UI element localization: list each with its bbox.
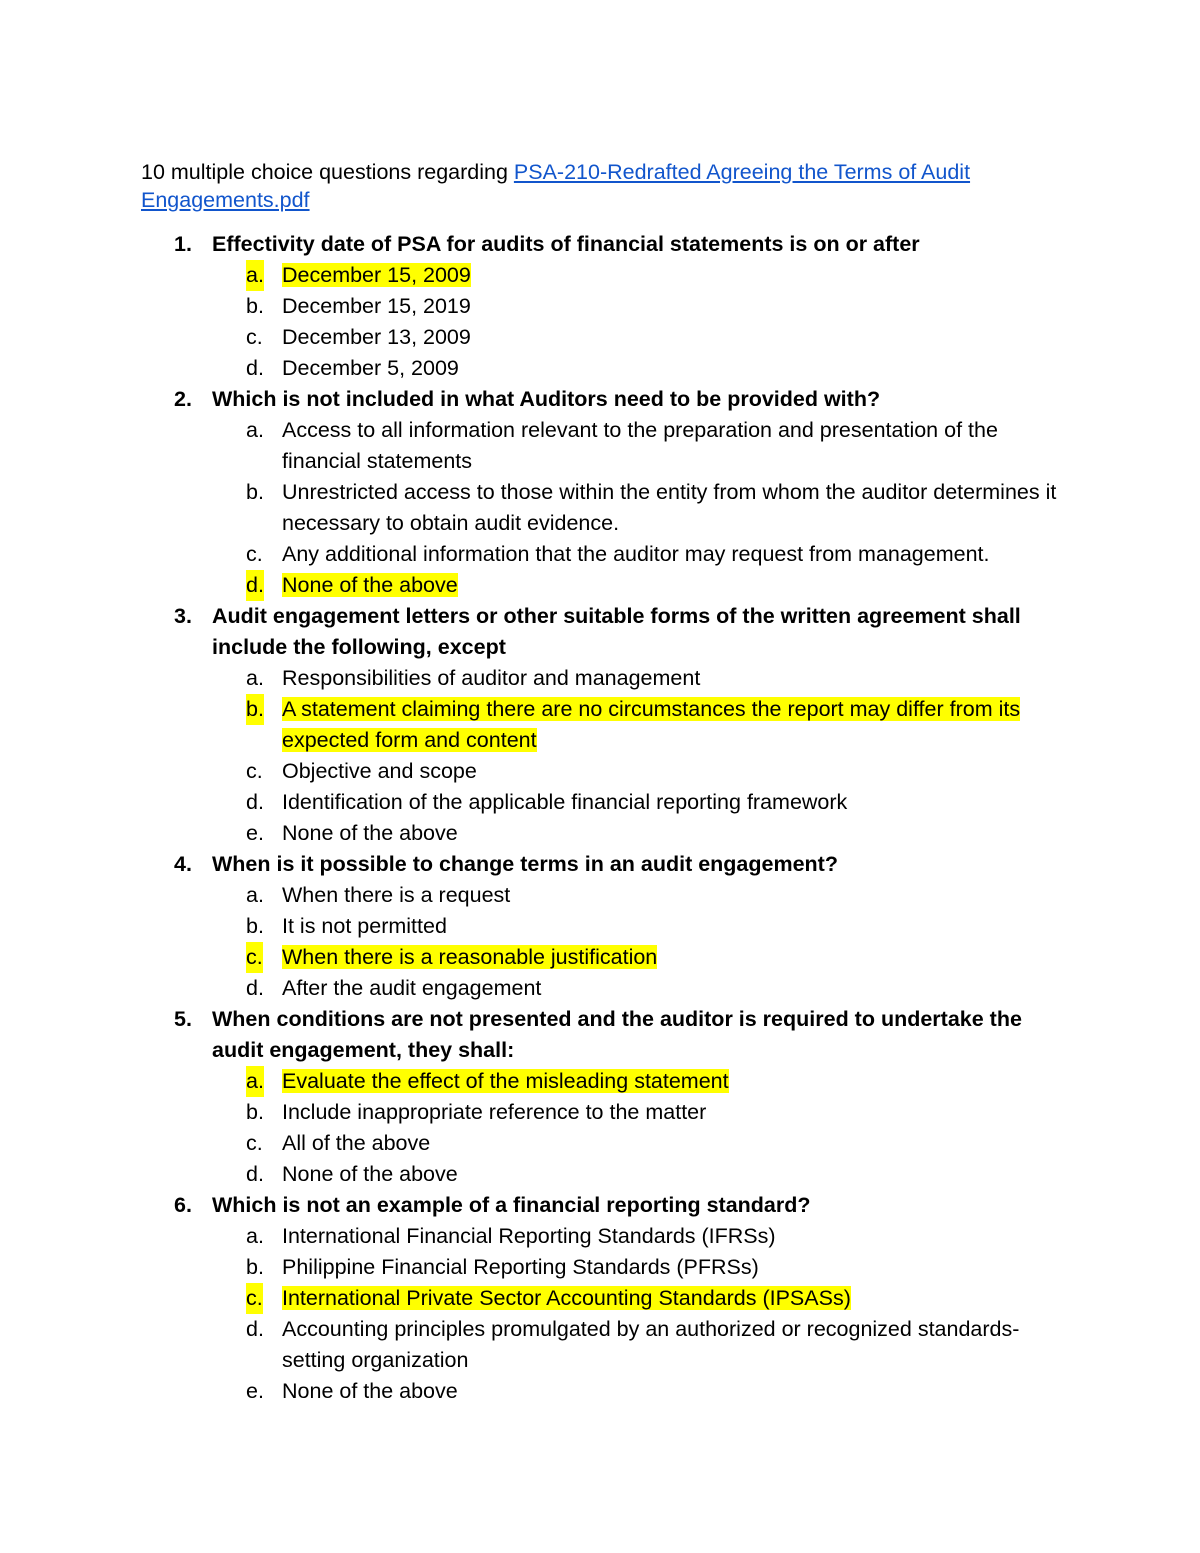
option-letter: b. [246,1255,264,1279]
option-5-d [0,1159,1062,1190]
option-text: Accounting principles promulgated by an authorized or recognized standards-setting organization [282,1317,1020,1372]
option-4-b [0,911,1062,942]
option-1-b [0,291,1062,322]
option-text: Identification of the applicable financial reporting framework [282,790,848,814]
option-letter: d. [246,790,264,814]
option-letter: b. [246,1100,264,1124]
option-text: December 15, 2019 [282,294,471,318]
question-list [0,229,1200,1407]
question-1 [0,229,1072,260]
option-text: Any additional information that the auditor may request from management. [282,542,990,566]
question-number: 4. [174,852,192,876]
option-5-c [0,1128,1062,1159]
option-4-a [0,880,1062,911]
option-letter: b. [246,694,264,725]
option-6-e [0,1376,1062,1407]
option-text: When there is a request [282,883,511,907]
option-5-a [0,1066,1062,1097]
highlighted-answer-text: A statement claiming there are no circumstances the report may differ from its expected form and content [282,697,1021,752]
question-text: Which is not an example of a financial reporting standard? [212,1193,811,1217]
question-5 [0,1004,1072,1066]
option-text: December 13, 2009 [282,325,471,349]
question-2 [0,384,1072,415]
option-3-a [0,663,1062,694]
option-text: Objective and scope [282,759,477,783]
question-number: 1. [174,232,192,256]
highlighted-answer-text: When there is a reasonable justification [282,945,658,969]
option-letter: a. [246,666,264,690]
question-number: 5. [174,1007,192,1031]
highlighted-answer-text: December 15, 2009 [282,263,471,287]
option-letter: b. [246,914,264,938]
option-text: Include inappropriate reference to the matter [282,1100,707,1124]
question-text: Effectivity date of PSA for audits of financial statements is on or after [212,232,920,256]
option-letter: c. [246,325,263,349]
option-6-c [0,1283,1062,1314]
question-number: 2. [174,387,192,411]
option-text: After the audit engagement [282,976,542,1000]
option-letter: b. [246,294,264,318]
pdf-link[interactable]: PSA-210-Redrafted Agreeing the Terms of Audit Engagements.pdf [141,160,971,212]
option-letter: d. [246,1317,264,1341]
option-letter: d. [246,976,264,1000]
option-4-d [0,973,1062,1004]
option-6-d [0,1314,1062,1376]
option-text: International Financial Reporting Standards (IFRSs) [282,1224,776,1248]
question-number: 6. [174,1193,192,1217]
question-4 [0,849,1072,880]
option-letter: a. [246,1224,264,1248]
option-3-d [0,787,1062,818]
question-text: Which is not included in what Auditors need to be provided with? [212,387,881,411]
option-letter: a. [246,1066,264,1097]
option-letter: a. [246,883,264,907]
option-letter: e. [246,821,264,845]
option-text: All of the above [282,1131,431,1155]
option-1-d [0,353,1062,384]
option-letter: d. [246,1162,264,1186]
question-3 [0,601,1072,663]
option-1-a [0,260,1062,291]
option-letter: e. [246,1379,264,1403]
question-number: 3. [174,604,192,628]
option-letter: a. [246,418,264,442]
option-text: It is not permitted [282,914,447,938]
option-text: December 5, 2009 [282,356,459,380]
option-letter: c. [246,1131,263,1155]
option-letter: b. [246,480,264,504]
option-5-b [0,1097,1062,1128]
intro-text: 10 multiple choice questions regarding [141,160,514,184]
option-letter: c. [246,759,263,783]
option-6-a [0,1221,1062,1252]
option-text: Responsibilities of auditor and management [282,666,701,690]
option-text: None of the above [282,1162,458,1186]
option-letter: d. [246,570,264,601]
question-6 [0,1190,1072,1221]
option-6-b [0,1252,1062,1283]
option-2-b [0,477,1062,539]
option-3-b [0,694,1062,756]
option-letter: c. [246,942,263,973]
option-3-c [0,756,1062,787]
option-letter: c. [246,542,263,566]
question-text: When conditions are not presented and the auditor is required to undertake the audit engagement, they shall: [212,1007,1022,1062]
highlighted-answer-text: International Private Sector Accounting Standards (IPSASs) [282,1286,851,1310]
option-letter: c. [246,1283,263,1314]
option-letter: a. [246,260,264,291]
question-text: When is it possible to change terms in an audit engagement? [212,852,838,876]
option-text: Philippine Financial Reporting Standards (PFRSs) [282,1255,759,1279]
highlighted-answer-text: None of the above [282,573,458,597]
option-2-a [0,415,1062,477]
option-text: Unrestricted access to those within the entity from whom the auditor determines it necessary to obtain audit evidence. [282,480,1057,535]
option-text: None of the above [282,1379,458,1403]
question-text: Audit engagement letters or other suitable forms of the written agreement shall include the following, except [212,604,1021,659]
option-2-d [0,570,1062,601]
option-text: Access to all information relevant to the preparation and presentation of the financial statements [282,418,998,473]
option-4-c [0,942,1062,973]
option-1-c [0,322,1062,353]
highlighted-answer-text: Evaluate the effect of the misleading statement [282,1069,729,1093]
option-letter: d. [246,356,264,380]
option-3-e [0,818,1062,849]
option-2-c [0,539,1062,570]
option-text: None of the above [282,821,458,845]
intro-paragraph [141,158,1081,214]
